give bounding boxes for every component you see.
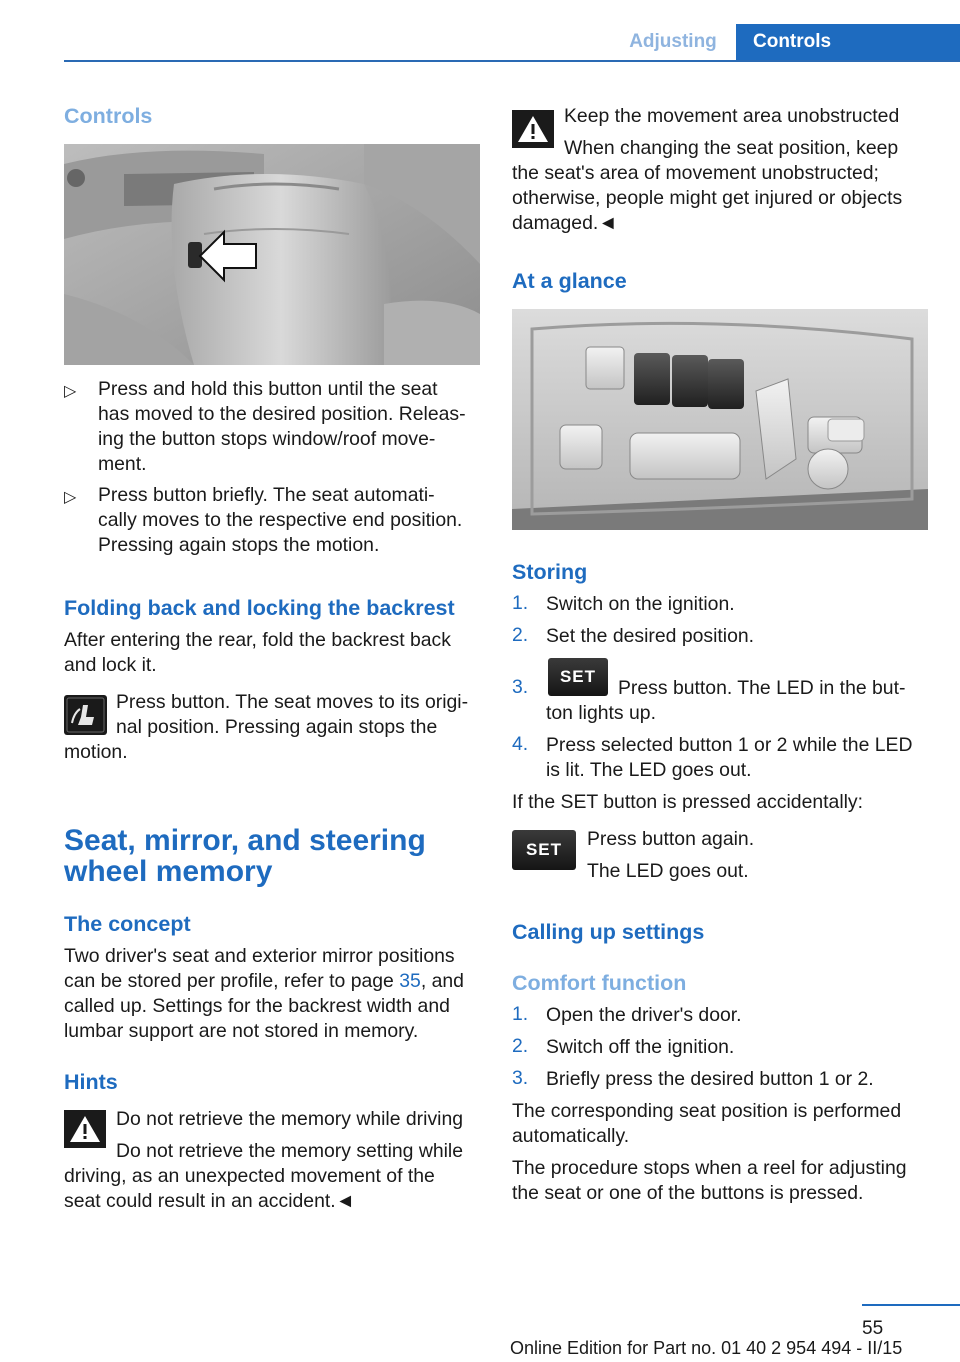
step-text: Open the driver's door. [546, 1004, 742, 1026]
page-number: 55 [862, 1318, 884, 1339]
concept-text-line: called up. Settings for the backrest width and [64, 995, 450, 1017]
step-number: 4. [512, 733, 529, 755]
result-text-line: automatically. [512, 1125, 630, 1147]
concept-text-line: can be stored per profile, refer to page 35, and [64, 970, 464, 992]
step-number: 1. [512, 1003, 529, 1025]
concept-text-line: Two driver's seat and exterior mirror positions [64, 945, 455, 967]
chapter-tab-controls[interactable]: Controls [736, 24, 960, 60]
step-number: 3. [512, 1067, 529, 1089]
memory-heading-line: Seat, mirror, and steering [64, 824, 426, 857]
concept-heading: The concept [64, 912, 191, 936]
step-number: 3. [512, 676, 529, 698]
warn-text-line: damaged.◄ [512, 212, 618, 234]
set-button-icon: SET [512, 830, 576, 870]
warn-text-line: otherwise, people might get injured or objects [512, 187, 903, 209]
bullet-text-line: has moved to the desired position. Releas- [98, 403, 466, 425]
edition-text: Online Edition for Part no. 01 40 2 954 494 - II/15 [510, 1338, 903, 1358]
controls-heading: Controls [64, 104, 153, 128]
step-text: Set the desired position. [546, 625, 755, 647]
press-text-line: motion. [64, 741, 128, 763]
accidental-text: If the SET button is pressed accidentally: [512, 791, 864, 813]
step-number: 1. [512, 592, 529, 614]
bullet-text-line: ment. [98, 453, 147, 475]
warn-title: Keep the movement area unobstructed [564, 105, 900, 127]
page-header [0, 24, 960, 62]
stop-text-line: the seat or one of the buttons is pressed. [512, 1182, 864, 1204]
comfort-heading: Comfort function [512, 971, 687, 995]
hint-text-line: Do not retrieve the memory setting while [116, 1140, 464, 1162]
press-text-line: nal position. Pressing again stops the [116, 716, 438, 738]
bullet-text-line: Press and hold this button until the seat [98, 378, 438, 400]
warning-icon [64, 1110, 106, 1148]
step-text: Press selected button 1 or 2 while the LED [546, 734, 913, 756]
bullet-text-line: ing the button stops window/roof move- [98, 428, 436, 450]
seat-return-button-icon [64, 695, 107, 735]
bullet-marker: ▷ [64, 489, 77, 506]
folding-text-line: and lock it. [64, 654, 157, 676]
result-text-line: The corresponding seat position is performed [512, 1100, 902, 1122]
section-tab-adjusting[interactable]: Adjusting [629, 31, 717, 52]
step-text: is lit. The LED goes out. [546, 759, 752, 781]
warning-icon [512, 110, 554, 148]
folding-text-line: After entering the rear, fold the backrest back [64, 629, 451, 651]
hints-heading: Hints [64, 1070, 118, 1094]
step-text: ton lights up. [546, 702, 656, 724]
led-out-text: The LED goes out. [587, 860, 749, 882]
storing-heading: Storing [512, 560, 588, 584]
step-text: Switch on the ignition. [546, 593, 735, 615]
memory-buttons-photo [512, 309, 928, 530]
step-text: Press button. The LED in the but- [618, 677, 906, 699]
hint-title: Do not retrieve the memory while driving [116, 1108, 464, 1130]
hint-text-line: seat could result in an accident.◄ [64, 1190, 355, 1212]
step-text: Briefly press the desired button 1 or 2. [546, 1068, 874, 1090]
calling-heading: Calling up settings [512, 920, 705, 944]
press-text-line: Press button. The seat moves to its origi- [116, 691, 469, 713]
footer-rule [862, 1304, 960, 1306]
header-rule [64, 60, 960, 62]
folding-heading: Folding back and locking the backrest [64, 596, 455, 620]
bullet-text-line: cally moves to the respective end position. [98, 509, 463, 531]
bullet-marker: ▷ [64, 383, 77, 400]
memory-heading-line: wheel memory [64, 855, 273, 888]
hint-text-line: driving, as an unexpected movement of the [64, 1165, 435, 1187]
glance-heading: At a glance [512, 269, 627, 293]
page-reference-link[interactable]: 35 [399, 970, 421, 992]
bullet-text-line: Pressing again stops the motion. [98, 534, 380, 556]
concept-text-line: lumbar support are not stored in memory. [64, 1020, 419, 1042]
bullet-text-line: Press button briefly. The seat automati- [98, 484, 435, 506]
step-text: Switch off the ignition. [546, 1036, 735, 1058]
step-number: 2. [512, 624, 529, 646]
backrest-button-photo [64, 144, 480, 365]
step-number: 2. [512, 1035, 529, 1057]
press-again-text: Press button again. [587, 828, 755, 850]
set-button-icon: SET [548, 658, 608, 696]
stop-text-line: The procedure stops when a reel for adjusting [512, 1157, 907, 1179]
warn-text-line: When changing the seat position, keep [564, 137, 899, 159]
warn-text-line: the seat's area of movement unobstructed; [512, 162, 879, 184]
